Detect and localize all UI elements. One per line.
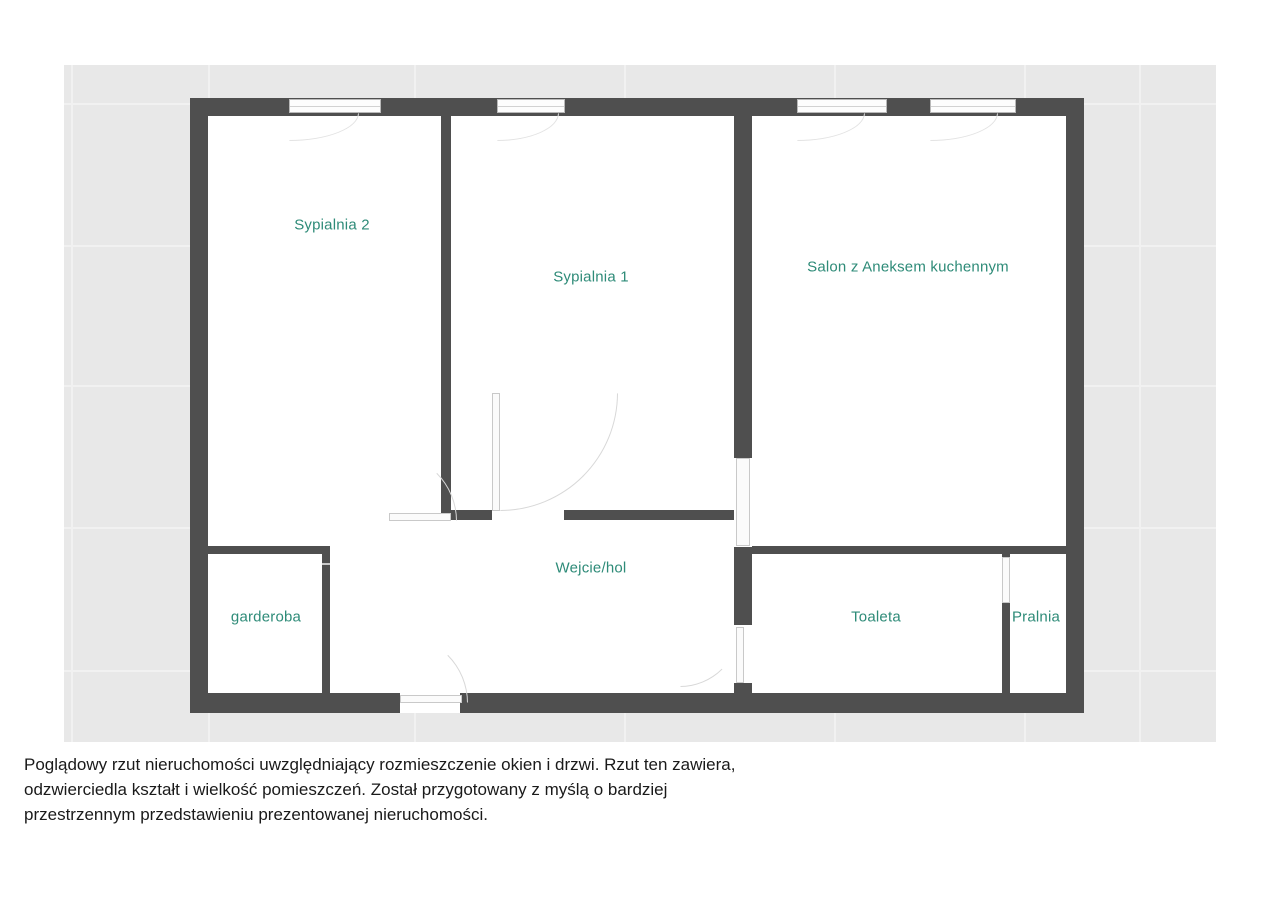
caption-line-3: przestrzennym przedstawieniu prezentowanej nieruchomości.	[24, 805, 488, 824]
interior-wall-hall-salon	[734, 110, 752, 510]
room-label-sypialnia-2: Sypialnia 2	[294, 216, 370, 234]
room-label-toaleta: Toaleta	[851, 608, 901, 626]
door-leaf-pralnia[interactable]	[1002, 557, 1010, 603]
interior-wall-garderoba-right	[322, 554, 330, 713]
room-label-pralnia: Pralnia	[1011, 608, 1061, 626]
door-leaf-garderoba[interactable]	[322, 563, 330, 565]
door-gap-sypialnia1	[492, 510, 564, 520]
interior-wall-sypialnia1-bottom	[441, 510, 752, 520]
window-2	[497, 99, 565, 113]
window-4	[930, 99, 1016, 113]
room-label-salon: Salon z Aneksem kuchennym	[807, 258, 1009, 276]
caption-line-1: Poglądowy rzut nieruchomości uwzględniający rozmieszczenie okien i drzwi. Rzut ten zawiera,	[24, 755, 736, 774]
room-fill-salon	[752, 116, 1066, 546]
room-fill-hall	[330, 520, 734, 693]
room-label-garderoba: garderoba	[230, 608, 302, 626]
window-1	[289, 99, 381, 113]
exterior-wall-left	[190, 98, 208, 713]
floorplan-caption	[24, 752, 1004, 827]
caption-line-2: odzwierciedla kształt i wielkość pomieszczeń. Został przygotowany z myślą o bardziej	[24, 780, 668, 799]
door-leaf-salon[interactable]	[736, 458, 750, 546]
room-label-sypialnia-1: Sypialnia 1	[553, 268, 629, 286]
grid-line-vertical	[71, 65, 73, 742]
grid-line-vertical	[1139, 65, 1141, 742]
interior-wall-sypialnia2-sypialnia1	[441, 110, 451, 510]
window-3	[797, 99, 887, 113]
room-label-wejscie-hol: Wejcie/hol	[555, 559, 627, 577]
door-leaf-sypialnia-1[interactable]	[492, 393, 500, 511]
floorplan-canvas	[64, 65, 1216, 742]
exterior-wall-right	[1066, 98, 1084, 713]
interior-wall-toaleta-top	[743, 546, 1075, 554]
